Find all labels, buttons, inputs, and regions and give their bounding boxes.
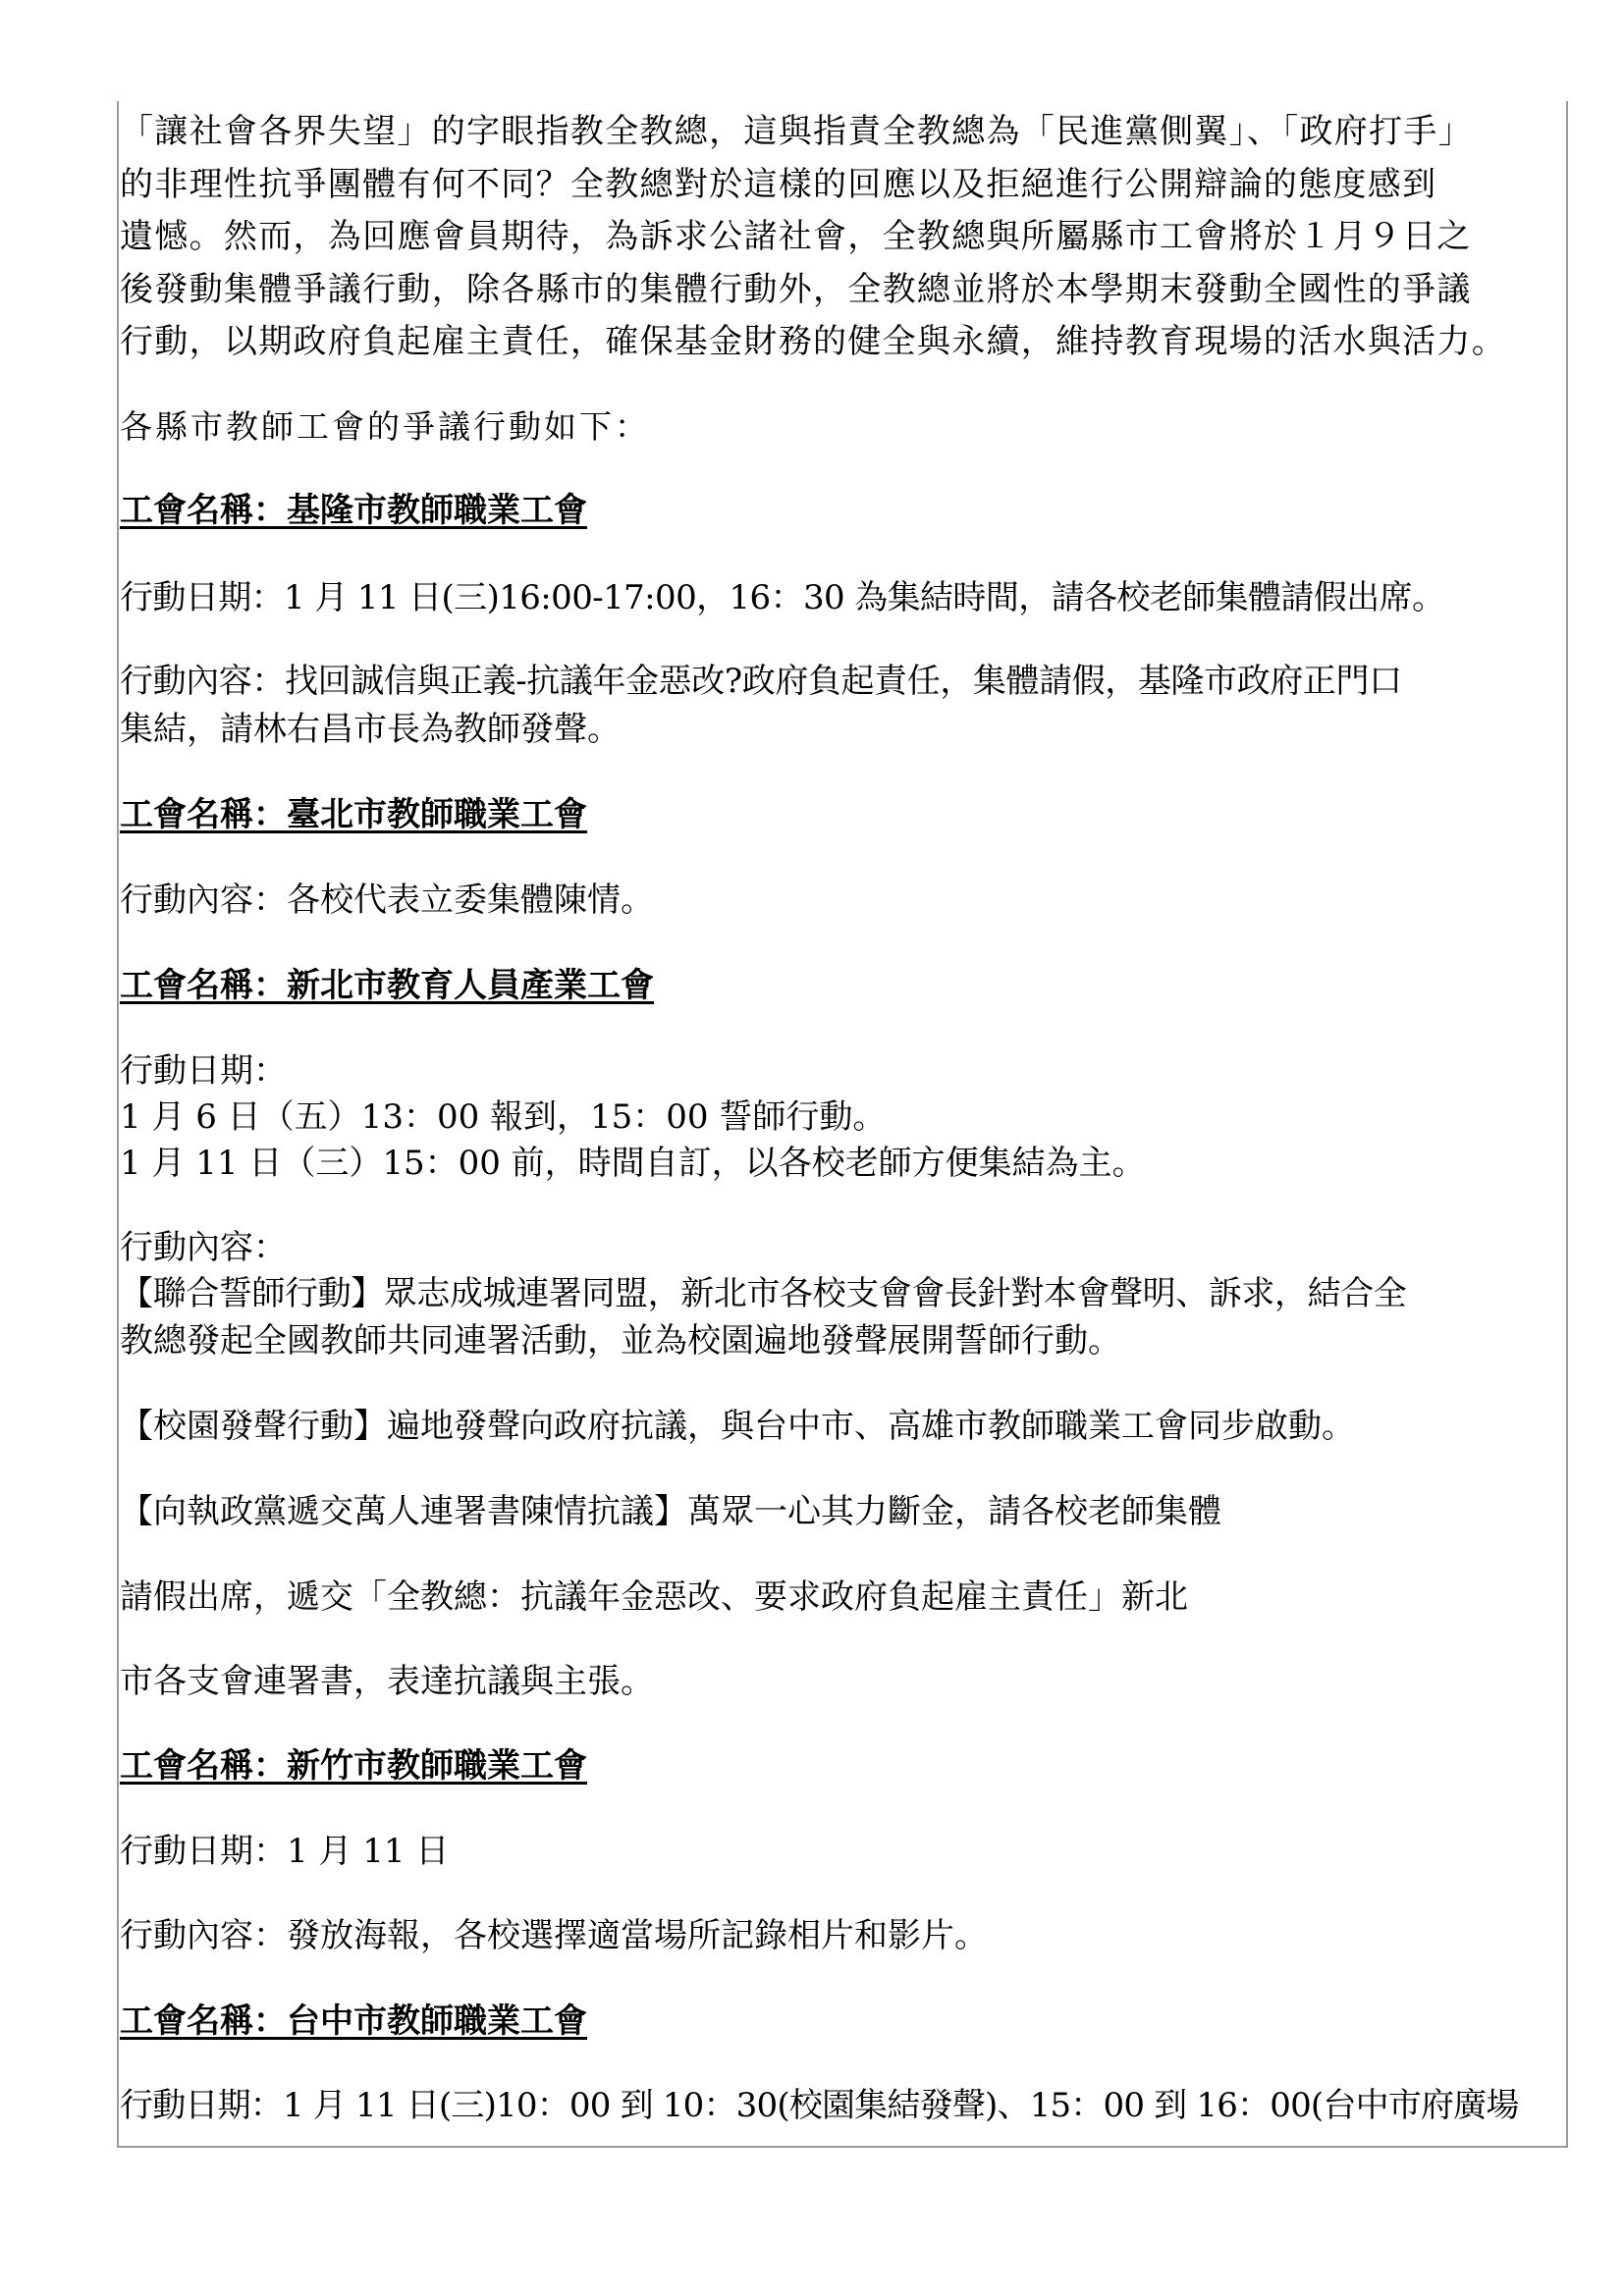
newtaipei-action-line: 【向執政黨遞交萬人連署書陳情抗議】萬眾一心其力斷金，請各校老師集體: [120, 1492, 1221, 1531]
intro-line: 遺憾。然而，為回應會員期待，為訴求公諸社會，全教總與所屬縣市工會將於１月９日之: [120, 217, 1472, 256]
lead-sentence: 各縣市教師工會的爭議行動如下：: [120, 407, 650, 446]
union-heading-keelung: 工會名稱：基隆市教師職業工會: [120, 491, 587, 530]
union-heading-taipei: 工會名稱：臺北市教師職業工會: [120, 795, 587, 834]
newtaipei-action-line: 教總發起全國教師共同連署活動，並為校園遍地發聲展開誓師行動。: [120, 1321, 1121, 1361]
intro-paragraph: [120, 106, 1563, 398]
newtaipei-action-line: 請假出席，遞交「全教總：抗議年金惡改、要求政府負起雇主責任」新北: [120, 1577, 1188, 1617]
union-heading-taichung: 工會名稱：台中市教師職業工會: [120, 2002, 587, 2041]
taipei-content: 行動內容：各校代表立委集體陳情。: [120, 881, 654, 920]
union-heading-newtaipei: 工會名稱：新北市教育人員產業工會: [120, 966, 654, 1005]
newtaipei-action-line: 【聯合誓師行動】眾志成城連署同盟，新北市各校支會會長針對本會聲明、訴求，結合全: [120, 1274, 1407, 1313]
taichung-date: 行動日期：1 月 11 日(三)10：00 到 10：30(校園集結發聲)、15：00 到 16：00(台中市府廣場: [120, 2086, 1519, 2125]
intro-line: 後發動集體爭議行動，除各縣市的集體行動外，全教總並將於本學期末發動全國性的爭議: [120, 269, 1472, 309]
hsinchu-content: 行動內容：發放海報，各校選擇適當場所記錄相片和影片。: [120, 1916, 988, 1955]
newtaipei-content-label: 行動內容：: [120, 1228, 287, 1267]
newtaipei-date-line: 1 月 6 日（五）13：00 報到，15：00 誓師行動。: [120, 1097, 887, 1137]
newtaipei-date-line: 1 月 11 日（三）15：00 前，時間自訂，以各校老師方便集結為主。: [120, 1144, 1146, 1183]
union-heading-hsinchu: 工會名稱：新竹市教師職業工會: [120, 1746, 587, 1786]
newtaipei-action-line: 市各支會連署書，表達抗議與主張。: [120, 1662, 654, 1701]
keelung-content-line: 集結，請林右昌市長為教師發聲。: [120, 710, 621, 749]
document-body: [120, 106, 1563, 2125]
keelung-date: 行動日期：1 月 11 日(三)16:00-17:00，16：30 為集結時間，請各校老師集體請假出席。: [120, 578, 1445, 617]
intro-line: 「讓社會各界失望」的字眼指教全教總，這與指責全教總為「民進黨側翼」、「政府打手」: [120, 112, 1473, 151]
intro-line: 行動，以期政府負起雇主責任，確保基金財務的健全與永續，維持教育現場的活水與活力。: [120, 322, 1506, 361]
newtaipei-date-label: 行動日期：: [120, 1051, 287, 1091]
keelung-content-line: 行動內容：找回誠信與正義-抗議年金惡改?政府負起責任，集體請假，基隆市政府正門口: [120, 662, 1402, 701]
newtaipei-action-line: 【校園發聲行動】遍地發聲向政府抗議，與台中市、高雄市教師職業工會同步啟動。: [120, 1407, 1355, 1446]
intro-line: 的非理性抗爭團體有何不同？全教總對於這樣的回應以及拒絕進行公開辯論的態度感到: [120, 164, 1437, 204]
hsinchu-date: 行動日期：1 月 11 日: [120, 1832, 450, 1871]
